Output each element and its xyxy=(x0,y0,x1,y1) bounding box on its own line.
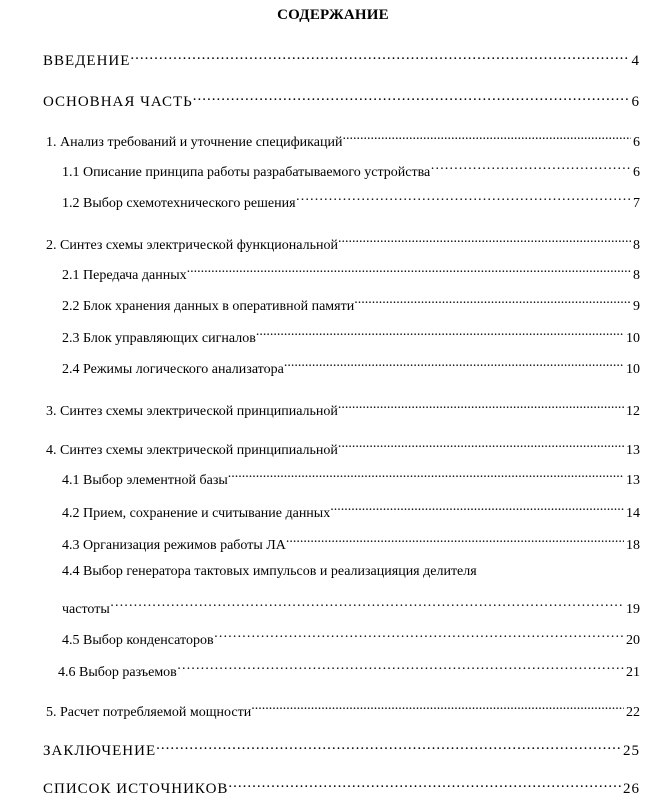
toc-entry-label: 4.6 Выбор разъемов xyxy=(58,665,177,680)
toc-entry-page: 12 xyxy=(626,404,640,419)
toc-dot-leader xyxy=(177,656,624,676)
toc-dot-leader xyxy=(187,259,631,279)
toc-entry-section-4-4[interactable] xyxy=(62,593,640,617)
toc-entry-page: 14 xyxy=(626,506,640,521)
toc-entry-label: 2.3 Блок управляющих сигналов xyxy=(62,331,256,346)
toc-entry-label: ЗАКЛЮЧЕНИЕ xyxy=(43,743,157,759)
toc-entry-main-part[interactable] xyxy=(43,86,640,110)
toc-dot-leader xyxy=(251,696,624,716)
toc-entry-introduction[interactable] xyxy=(43,45,640,69)
toc-dot-leader xyxy=(130,45,629,65)
toc-entry-section-2-3[interactable] xyxy=(62,322,640,346)
toc-entry-label: 3. Синтез схемы электрической принципиальной xyxy=(46,404,338,419)
toc-entry-section-4-1[interactable] xyxy=(62,464,640,488)
toc-entry-section-1-1[interactable] xyxy=(62,156,640,180)
toc-entry-section-4-4-label[interactable]: 4.4 Выбор генератора тактовых импульсов и реализацияция делителя xyxy=(62,564,477,579)
toc-entry-page: 6 xyxy=(633,165,640,180)
toc-entry-conclusion[interactable] xyxy=(43,735,640,759)
toc-dot-leader xyxy=(214,624,624,644)
toc-dot-leader xyxy=(430,156,631,176)
toc-entry-label: 1.2 Выбор схемотехнического решения xyxy=(62,196,296,211)
toc-entry-page: 25 xyxy=(623,743,640,759)
toc-dot-leader xyxy=(338,229,631,249)
toc-entry-continuation: частоты xyxy=(62,602,110,617)
toc-entry-page: 8 xyxy=(633,268,640,283)
toc-entry-section-1-2[interactable] xyxy=(62,187,640,211)
toc-entry-page: 4 xyxy=(631,53,640,69)
toc-entry-section-2[interactable] xyxy=(46,229,640,253)
toc-entry-references[interactable] xyxy=(43,773,640,797)
toc-entry-label: 4.3 Организация режимов работы ЛА xyxy=(62,538,286,553)
toc-entry-section-4-6[interactable] xyxy=(58,656,640,680)
toc-dot-leader xyxy=(256,322,624,342)
toc-dot-leader xyxy=(338,434,624,454)
toc-entry-page: 22 xyxy=(626,705,640,720)
toc-entry-section-4[interactable] xyxy=(46,434,640,458)
page-title: СОДЕРЖАНИЕ xyxy=(277,7,389,23)
toc-entry-section-5[interactable] xyxy=(46,696,640,720)
toc-dot-leader xyxy=(296,187,631,207)
toc-dot-leader xyxy=(354,290,631,310)
toc-entry-label: 5. Расчет потребляемой мощности xyxy=(46,705,252,720)
toc-entry-page: 7 xyxy=(633,196,640,211)
toc-entry-page: 10 xyxy=(626,331,640,346)
toc-entry-page: 13 xyxy=(626,443,640,458)
toc-entry-label: 2.2 Блок хранения данных в оперативной памяти xyxy=(62,299,355,314)
toc-entry-section-4-2[interactable] xyxy=(62,497,640,521)
toc-entry-label: ВВЕДЕНИЕ xyxy=(43,53,131,69)
toc-dot-leader xyxy=(342,126,631,146)
toc-dot-leader xyxy=(110,593,624,613)
toc-entry-page: 21 xyxy=(626,665,640,680)
toc-entry-page: 8 xyxy=(633,238,640,253)
toc-entry-section-3[interactable] xyxy=(46,395,640,419)
toc-entry-page: 19 xyxy=(626,602,640,617)
toc-dot-leader xyxy=(284,353,624,373)
toc-entry-label: 2.4 Режимы логического анализатора xyxy=(62,362,284,377)
toc-entry-page: 18 xyxy=(626,538,640,553)
toc-entry-page: 26 xyxy=(623,781,640,797)
toc-dot-leader xyxy=(228,773,621,793)
toc-entry-page: 13 xyxy=(626,473,640,488)
toc-entry-label: СПИСОК ИСТОЧНИКОВ xyxy=(43,781,229,797)
toc-entry-section-2-4[interactable] xyxy=(62,353,640,377)
toc-entry-section-1[interactable] xyxy=(46,126,640,150)
toc-dot-leader xyxy=(228,464,624,484)
toc-entry-label: 4.2 Прием, сохранение и считывание данных xyxy=(62,506,331,521)
toc-entry-page: 10 xyxy=(626,362,640,377)
toc-dot-leader xyxy=(338,395,624,415)
toc-entry-page: 6 xyxy=(631,94,640,110)
toc-dot-leader xyxy=(330,497,624,517)
toc-entry-section-4-5[interactable] xyxy=(62,624,640,648)
toc-entry-page: 20 xyxy=(626,633,640,648)
toc-entry-label: 4.1 Выбор элементной базы xyxy=(62,473,228,488)
toc-dot-leader xyxy=(193,86,630,106)
toc-dot-leader xyxy=(156,735,621,755)
toc-entry-label: 4.5 Выбор конденсаторов xyxy=(62,633,214,648)
toc-entry-page: 6 xyxy=(633,135,640,150)
toc-entry-label: 4. Синтез схемы электрической принципиальной xyxy=(46,443,338,458)
toc-entry-section-4-3[interactable] xyxy=(62,529,640,553)
toc-entry-label: 1.1 Описание принципа работы разрабатываемого устройства xyxy=(62,165,431,180)
toc-dot-leader xyxy=(286,529,624,549)
toc-entry-section-2-1[interactable] xyxy=(62,259,640,283)
toc-entry-label: 2. Синтез схемы электрической функциональной xyxy=(46,238,338,253)
toc-entry-label: 2.1 Передача данных xyxy=(62,268,187,283)
toc-entry-section-2-2[interactable] xyxy=(62,290,640,314)
toc-entry-label: ОСНОВНАЯ ЧАСТЬ xyxy=(43,94,193,110)
toc-entry-page: 9 xyxy=(633,299,640,314)
toc-entry-label: 1. Анализ требований и уточнение спецификаций xyxy=(46,135,343,150)
